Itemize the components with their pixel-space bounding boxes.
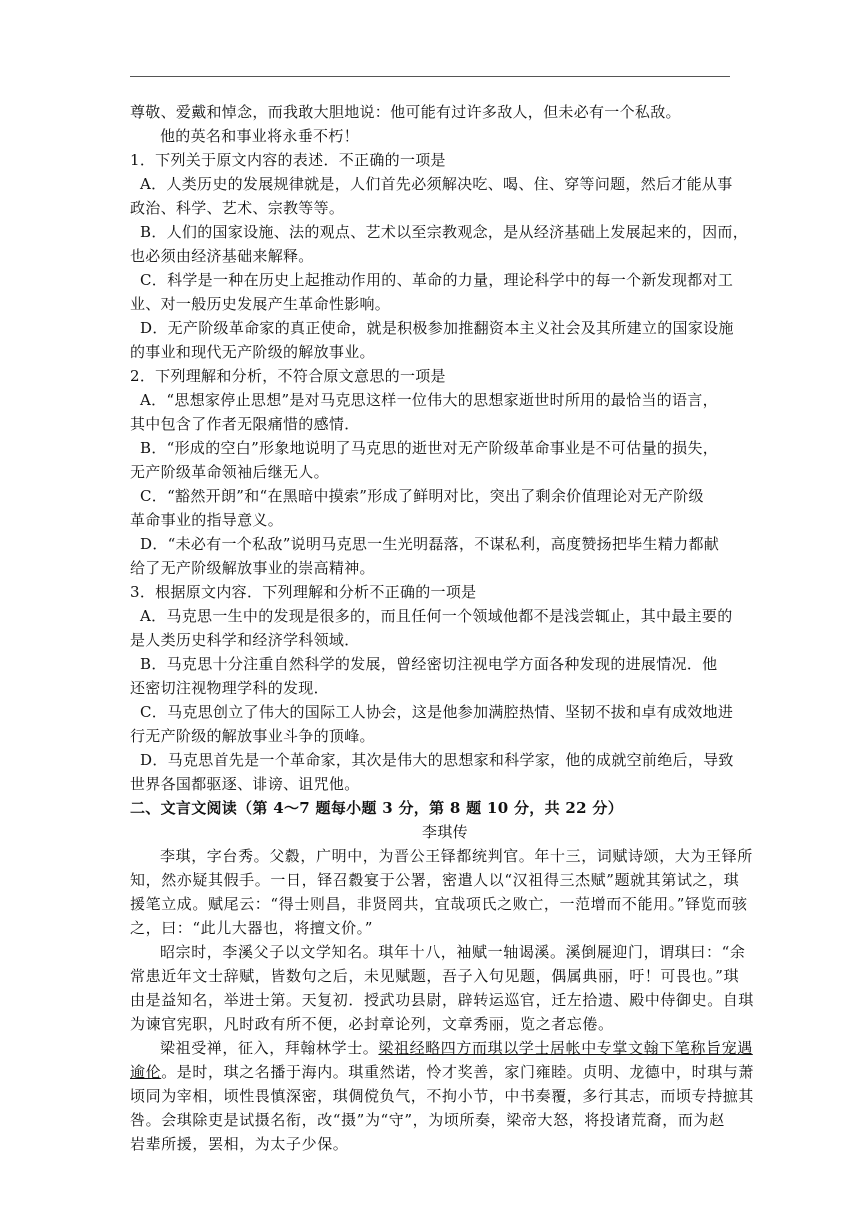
passage-text: 梁祖受禅，征入，拜翰林学士。	[160, 1039, 379, 1057]
passage-text: 。是时，琪之名播于海内。琪重然诺，怜才奖善，家门雍睦。贞明、龙德中，时琪与萧	[161, 1063, 755, 1081]
passage-line: 李琪，字台秀。父縠，广明中，为晋公王铎都统判官。年十三，词赋诗颂，大为王铎所	[160, 847, 753, 865]
option-a: A．马克思一生中的发现是很多的，而且任何一个领域他都不是浅尝辄止，其中最主要的	[140, 607, 733, 625]
header-rule	[130, 76, 730, 77]
option-b: B．马克思十分注重自然科学的发展，曾经密切注视电学方面各种发现的进展情况．他	[140, 655, 718, 673]
passage-title: 李琪传	[422, 823, 468, 841]
document-page	[130, 100, 760, 1156]
passage-line	[130, 1060, 760, 1084]
option-a-cont: 政治、科学、艺术、宗教等等。	[130, 199, 345, 217]
passage-line: 知，然亦疑其假手。一日，铎召縠宴于公署，密遣人以“汉祖得三杰赋”题就其第试之，琪	[130, 871, 740, 889]
option-b: B．“形成的空白”形象地说明了马克思的逝世对无产阶级革命事业是不可估量的损失，	[140, 439, 719, 457]
option-d-cont: 世界各国都驱逐、诽谤、诅咒他。	[130, 775, 360, 793]
passage-line: 顷同为宰相，顷性畏慎深密，琪倜傥负气，不拘小节，中书奏覆，多行其志，而顷专持摭其	[130, 1087, 755, 1105]
option-b-cont: 无产阶级革命领袖后继无人。	[130, 463, 329, 481]
option-a-cont: 其中包含了作者无限痛惜的感情．	[130, 415, 360, 433]
option-d: D．“未必有一个私敌”说明马克思一生光明磊落，不谋私利，高度赞扬把毕生精力都献	[140, 535, 720, 553]
option-c: C．“豁然开朗”和“在黑暗中摸索”形成了鲜明对比，突出了剩余价值理论对无产阶级	[140, 487, 704, 505]
underlined-sentence-end: 逾伦	[130, 1063, 162, 1081]
passage-line: 援笔立成。赋尾云：“得士则昌，非贤罔共，宜哉项氏之败亡，一范增而不能用。”铎览而骇	[130, 895, 748, 913]
option-a: A．“思想家停止思想”是对马克思这样一位伟大的思想家逝世时所用的最恰当的语言，	[140, 391, 718, 409]
option-c-cont: 革命事业的指导意义。	[130, 511, 284, 529]
option-d-cont: 给了无产阶级解放事业的崇高精神。	[130, 559, 375, 577]
option-b-cont: 还密切注视物理学科的发现．	[130, 679, 329, 697]
passage-line: 岩辈所援，罢相，为太子少保。	[130, 1135, 349, 1153]
passage-line: 常患近年文士辞赋，皆数句之后，未见赋题，吾子入句见题，偶属典丽，吁！可畏也。”琪	[130, 967, 740, 985]
option-a: A．人类历史的发展规律就是，人们首先必须解决吃、喝、住、穿等问题，然后才能从事	[140, 175, 733, 193]
option-d: D．无产阶级革命家的真正使命，就是积极参加推翻资本主义社会及其所建立的国家设施	[140, 319, 734, 337]
text-line: 他的英名和事业将永垂不朽！	[160, 127, 359, 145]
option-d-cont: 的事业和现代无产阶级的解放事业。	[130, 343, 375, 361]
option-b: B．人们的国家设施、法的观点、艺术以至宗教观念，是从经济基础上发展起来的，因而，	[140, 223, 749, 241]
passage-line: 由是益知名，举进士第。天复初．授武功县尉，辟转运巡官，迁左拾遗、殿中侍御史。自琪	[130, 991, 755, 1009]
option-a-cont: 是人类历史科学和经济学科领域．	[130, 631, 360, 649]
question-1-stem: 1．下列关于原文内容的表述．不正确的一项是	[130, 151, 446, 169]
passage-line	[130, 1036, 760, 1060]
option-b-cont: 也必须由经济基础来解释。	[130, 247, 314, 265]
passage-line: 咎。会琪除吏是试摄名衔，改“摄”为“守”，为顷所奏，梁帝大怒，将投诸荒裔，而为赵	[130, 1111, 725, 1129]
option-c-cont: 行无产阶级的解放事业斗争的顶峰。	[130, 727, 375, 745]
text-line: 尊敬、爱戴和悼念，而我敢大胆地说：他可能有过许多敌人，但未必有一个私敌。	[130, 103, 681, 121]
question-3-stem: 3．根据原文内容．下列理解和分析不正确的一项是	[130, 583, 477, 601]
option-c: C．科学是一种在历史上起推动作用的、革命的力量，理论科学中的每一个新发现都对工	[140, 271, 734, 289]
underlined-sentence: 梁祖经略四方而琪以学士居帐中专掌文翰下笔称旨宠遇	[378, 1039, 753, 1057]
option-c: C．马克思创立了伟大的国际工人协会，这是他参加满腔热情、坚韧不拔和卓有成效地进	[140, 703, 734, 721]
option-d: D．马克思首先是一个革命家，其次是伟大的思想家和科学家，他的成就空前绝后，导致	[140, 751, 734, 769]
section-heading: 二、文言文阅读（第 4～7 题每小题 3 分，第 8 题 10 分，共 22 分）	[130, 799, 624, 817]
passage-line: 之，曰：“此儿大器也，将擅文价。”	[130, 919, 374, 937]
passage-line: 为谏官宪职，凡时政有所不便，必封章论列，文章秀丽，览之者忘倦。	[130, 1015, 614, 1033]
question-2-stem: 2．下列理解和分析，不符合原文意思的一项是	[130, 367, 446, 385]
option-c-cont: 业、对一般历史发展产生革命性影响。	[130, 295, 391, 313]
passage-line: 昭宗时，李溪父子以文学知名。琪年十八，袖赋一轴谒溪。溪倒屣迎门，谓琪曰：“余	[160, 943, 746, 961]
